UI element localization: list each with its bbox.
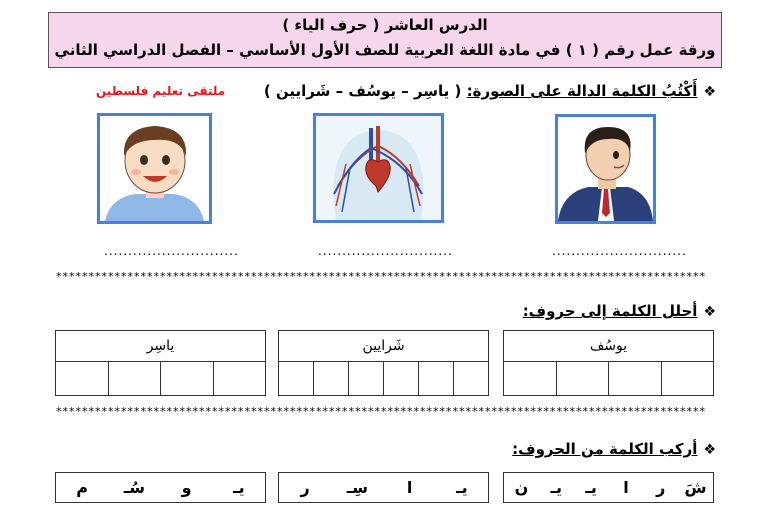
- answer-blank-1[interactable]: ............................: [104, 244, 239, 258]
- word-label: ياسِر: [56, 331, 266, 362]
- analysis-grid-sharayeen: [278, 330, 489, 396]
- answer-blank-3[interactable]: ............................: [552, 244, 687, 258]
- letter-cell[interactable]: [279, 362, 314, 396]
- section1-instruction: [264, 82, 716, 100]
- heart-arteries-picture: [313, 113, 444, 223]
- instruction-text: أَكْتُبُ الكلمة الدالة على الصورة:: [466, 82, 698, 100]
- word-bank: ( ياسِر – يوسُف – شَرايين ): [263, 82, 462, 100]
- worksheet-header: [48, 12, 722, 68]
- star-separator: ****************************************************************************************************: [56, 405, 706, 418]
- boy-face-icon: [100, 116, 209, 221]
- letters-group-2: [278, 472, 489, 503]
- letters-group-3: [55, 472, 266, 503]
- letter-cell[interactable]: [609, 362, 662, 396]
- letter-tile: سُـ: [123, 478, 145, 497]
- letter-cell[interactable]: [314, 362, 349, 396]
- instruction-text: أركب الكلمة من الحروف:: [512, 440, 698, 458]
- section3-instruction: [512, 440, 716, 458]
- instruction-text: أحلل الكلمة إلى حروف:: [522, 302, 698, 320]
- star-separator: ****************************************************************************************************: [56, 270, 706, 283]
- letter-cell[interactable]: [419, 362, 454, 396]
- analysis-grid-yasir: [55, 330, 266, 396]
- letter-cell[interactable]: [349, 362, 384, 396]
- diamond-bullet-icon: ❖: [703, 304, 716, 320]
- diamond-bullet-icon: ❖: [703, 442, 716, 458]
- letter-cell[interactable]: [504, 362, 557, 396]
- man-suit-picture: [555, 114, 656, 224]
- letter-cell[interactable]: [556, 362, 609, 396]
- lesson-title: الدرس العاشر ( حرف الياء ): [282, 16, 488, 34]
- letter-tile: و: [181, 478, 192, 497]
- word-label: يوسُف: [504, 331, 714, 362]
- letter-cell[interactable]: [661, 362, 714, 396]
- section2-instruction: [523, 302, 716, 320]
- letter-cell[interactable]: [56, 362, 109, 396]
- letter-tile: شَ: [684, 478, 707, 497]
- credit-text: ملتقى تعليم فلسطين: [96, 84, 226, 98]
- word-label: شَرايين: [279, 331, 489, 362]
- analysis-grid-yusuf: [503, 330, 714, 396]
- letter-tile: م: [76, 478, 88, 497]
- worksheet-subtitle: ورقة عمل رقم ( ١ ) في مادة اللغة العربية للصف الأول الأساسي – الفصل الدراسي الثاني: [54, 41, 716, 59]
- man-suit-icon: [558, 117, 653, 221]
- letter-cell[interactable]: [161, 362, 214, 396]
- letter-tile: ا: [406, 478, 413, 497]
- letter-tile: يـ: [585, 478, 597, 497]
- diamond-bullet-icon: ❖: [703, 84, 716, 100]
- heart-arteries-icon: [316, 116, 441, 220]
- letter-tile: ا: [623, 478, 629, 497]
- letter-tile: يـ: [233, 478, 245, 497]
- answer-blank-2[interactable]: ............................: [318, 244, 453, 258]
- letters-group-1: [503, 472, 714, 503]
- letter-cell[interactable]: [213, 362, 266, 396]
- boy-face-picture: [97, 113, 212, 224]
- letter-cell[interactable]: [454, 362, 489, 396]
- letter-tile: سِـ: [346, 478, 368, 497]
- letter-cell[interactable]: [384, 362, 419, 396]
- letter-tile: يـ: [550, 478, 563, 497]
- letter-tile: ن: [514, 478, 529, 497]
- letter-tile: ر: [300, 478, 310, 497]
- letter-tile: يـ: [456, 478, 468, 497]
- letter-cell[interactable]: [108, 362, 161, 396]
- letter-tile: ر: [656, 478, 666, 497]
